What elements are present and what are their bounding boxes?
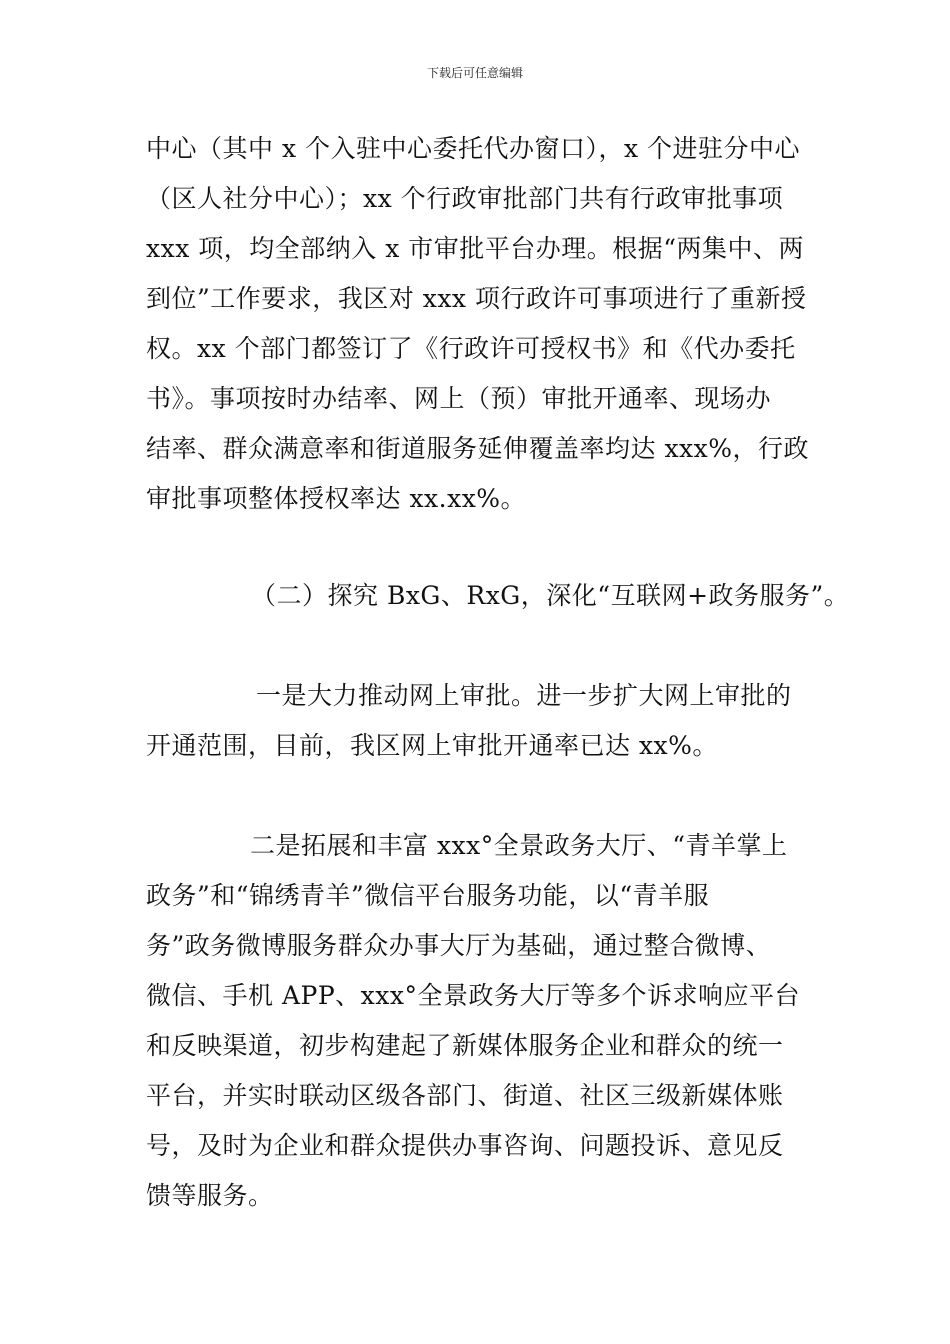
paragraph-3-line-1: 二是拓展和丰富 xxx°全景政务大厅、“青羊掌上	[250, 831, 788, 860]
paragraph-3-line-3: 务”政务微博服务群众办事大厅为基础，通过整合微博、	[146, 931, 772, 960]
section-heading-2: （二）探究 BxG、RxG，深化“互联网+政务服务”。	[251, 581, 850, 610]
paragraph-2-line-2: 开通范围，目前，我区网上审批开通率已达 xx%。	[146, 731, 718, 760]
paragraph-1-line-4: 到位”工作要求，我区对 xxx 项行政许可事项进行了重新授	[146, 284, 807, 313]
paragraph-2-line-1: 一是大力推动网上审批。进一步扩大网上审批的	[256, 681, 792, 710]
paragraph-1-line-6: 书》。事项按时办结率、网上（预）审批开通率、现场办	[146, 384, 772, 413]
paragraph-3-line-5: 和反映渠道，初步构建起了新媒体服务企业和群众的统一	[146, 1031, 784, 1060]
paragraph-3-line-7: 号，及时为企业和群众提供办事咨询、问题投诉、意见反	[146, 1131, 784, 1160]
paragraph-3-line-4: 微信、手机 APP、xxx°全景政务大厅等多个诉求响应平台	[146, 981, 800, 1010]
page-header: 下载后可任意编辑	[426, 66, 523, 80]
paragraph-1-line-1: 中心（其中 x 个入驻中心委托代办窗口），x 个进驻分中心	[146, 134, 801, 163]
paragraph-1-line-5: 权。xx 个部门都签订了《行政许可授权书》和《代办委托	[146, 334, 796, 363]
paragraph-1-line-8: 审批事项整体授权率达 xx.xx%。	[146, 484, 527, 513]
paragraph-1-line-2: （区人社分中心）；xx 个行政审批部门共有行政审批事项	[146, 184, 784, 213]
paragraph-1-line-3: xxx 项，均全部纳入 x 市审批平台办理。根据“两集中、两	[146, 234, 805, 263]
paragraph-1-line-7: 结率、群众满意率和街道服务延伸覆盖率均达 xxx%，行政	[146, 434, 810, 463]
paragraph-3-line-8: 馈等服务。	[146, 1181, 274, 1210]
paragraph-3-line-6: 平台，并实时联动区级各部门、街道、社区三级新媒体账	[146, 1081, 784, 1110]
paragraph-3-line-2: 政务”和“锦绣青羊”微信平台服务功能，以“青羊服	[146, 881, 710, 910]
